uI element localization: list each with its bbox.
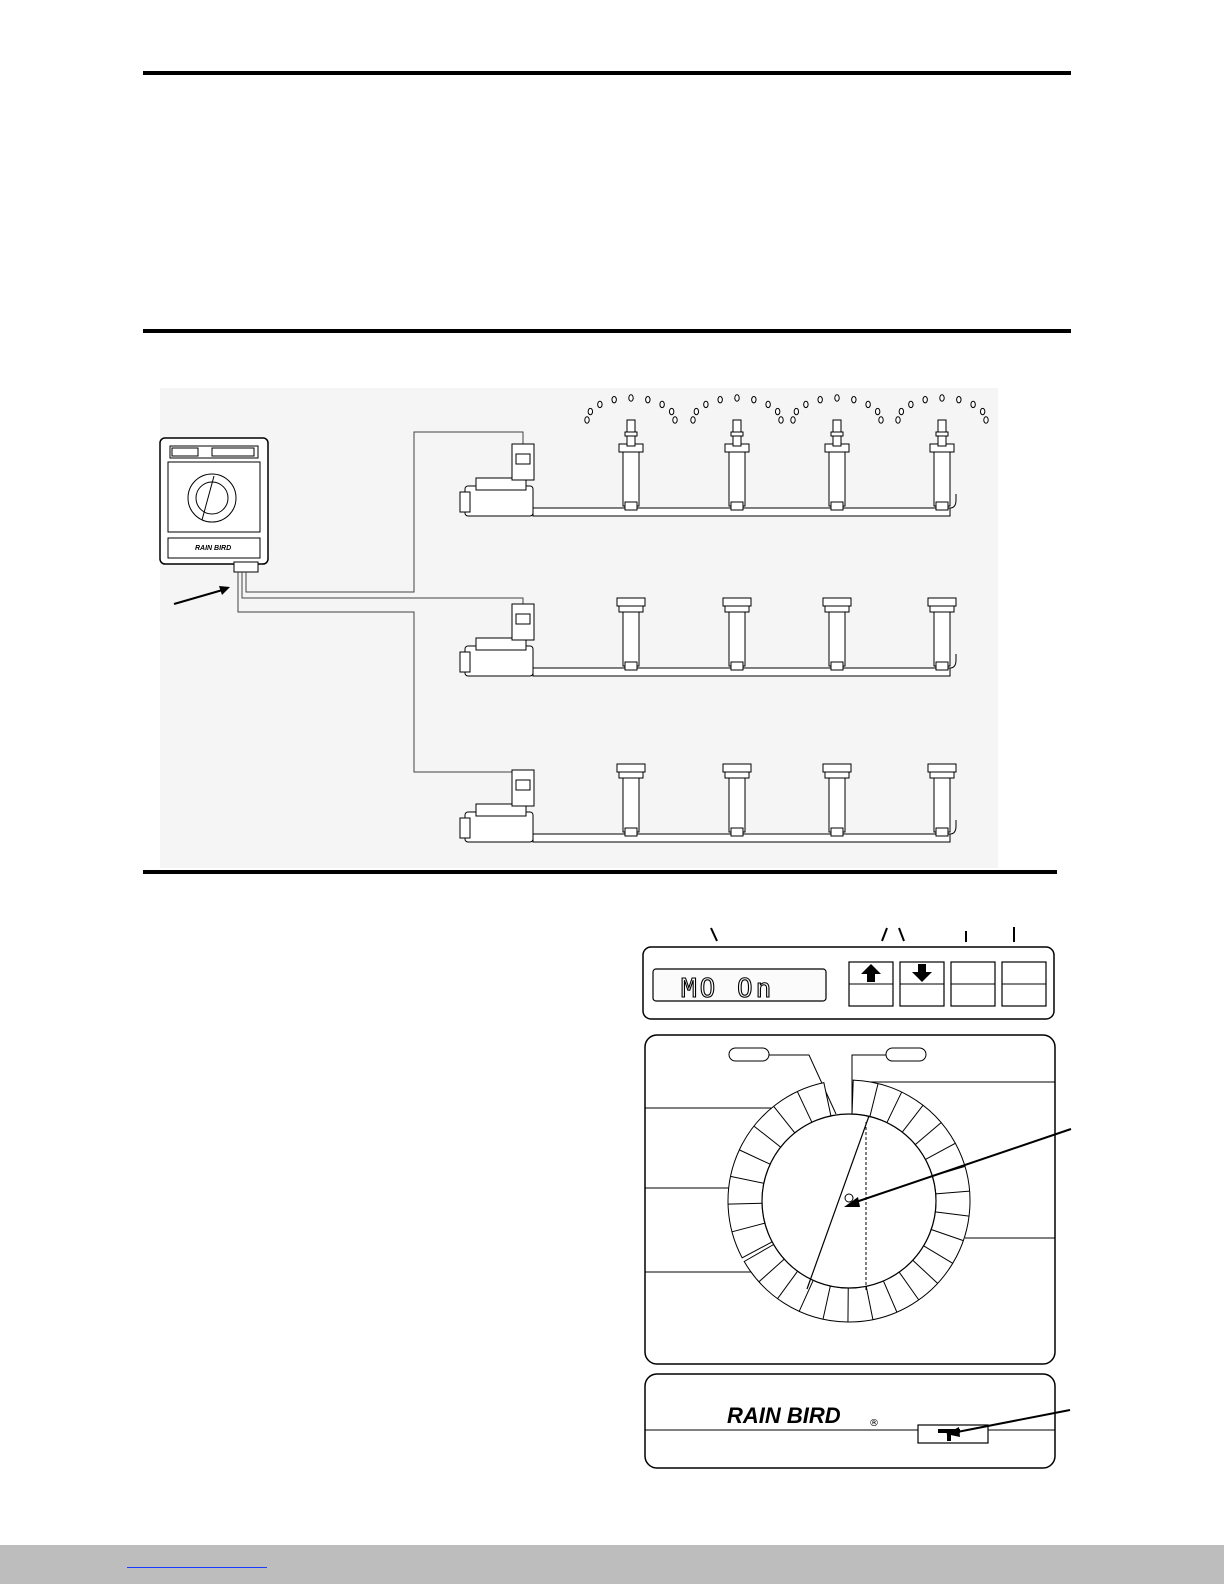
brand-panel — [645, 1374, 1055, 1468]
blank-button-4[interactable] — [1002, 962, 1046, 1006]
pill-label-right — [886, 1048, 926, 1061]
pill-label-left — [729, 1048, 769, 1061]
registered-mark: ® — [869, 1418, 879, 1429]
lcd-display-text: MO On — [681, 974, 775, 1004]
rain-bird-logo: RAIN BIRD — [727, 1403, 841, 1428]
up-arrow-button[interactable] — [849, 962, 893, 1006]
callout-ticks — [711, 927, 1014, 942]
blank-button-3[interactable] — [951, 962, 995, 1006]
svg-text:RAIN BIRD: RAIN BIRD — [195, 545, 232, 552]
down-arrow-button[interactable] — [900, 962, 944, 1006]
footer-link[interactable] — [127, 1553, 267, 1568]
dial-knob[interactable] — [762, 1114, 936, 1290]
